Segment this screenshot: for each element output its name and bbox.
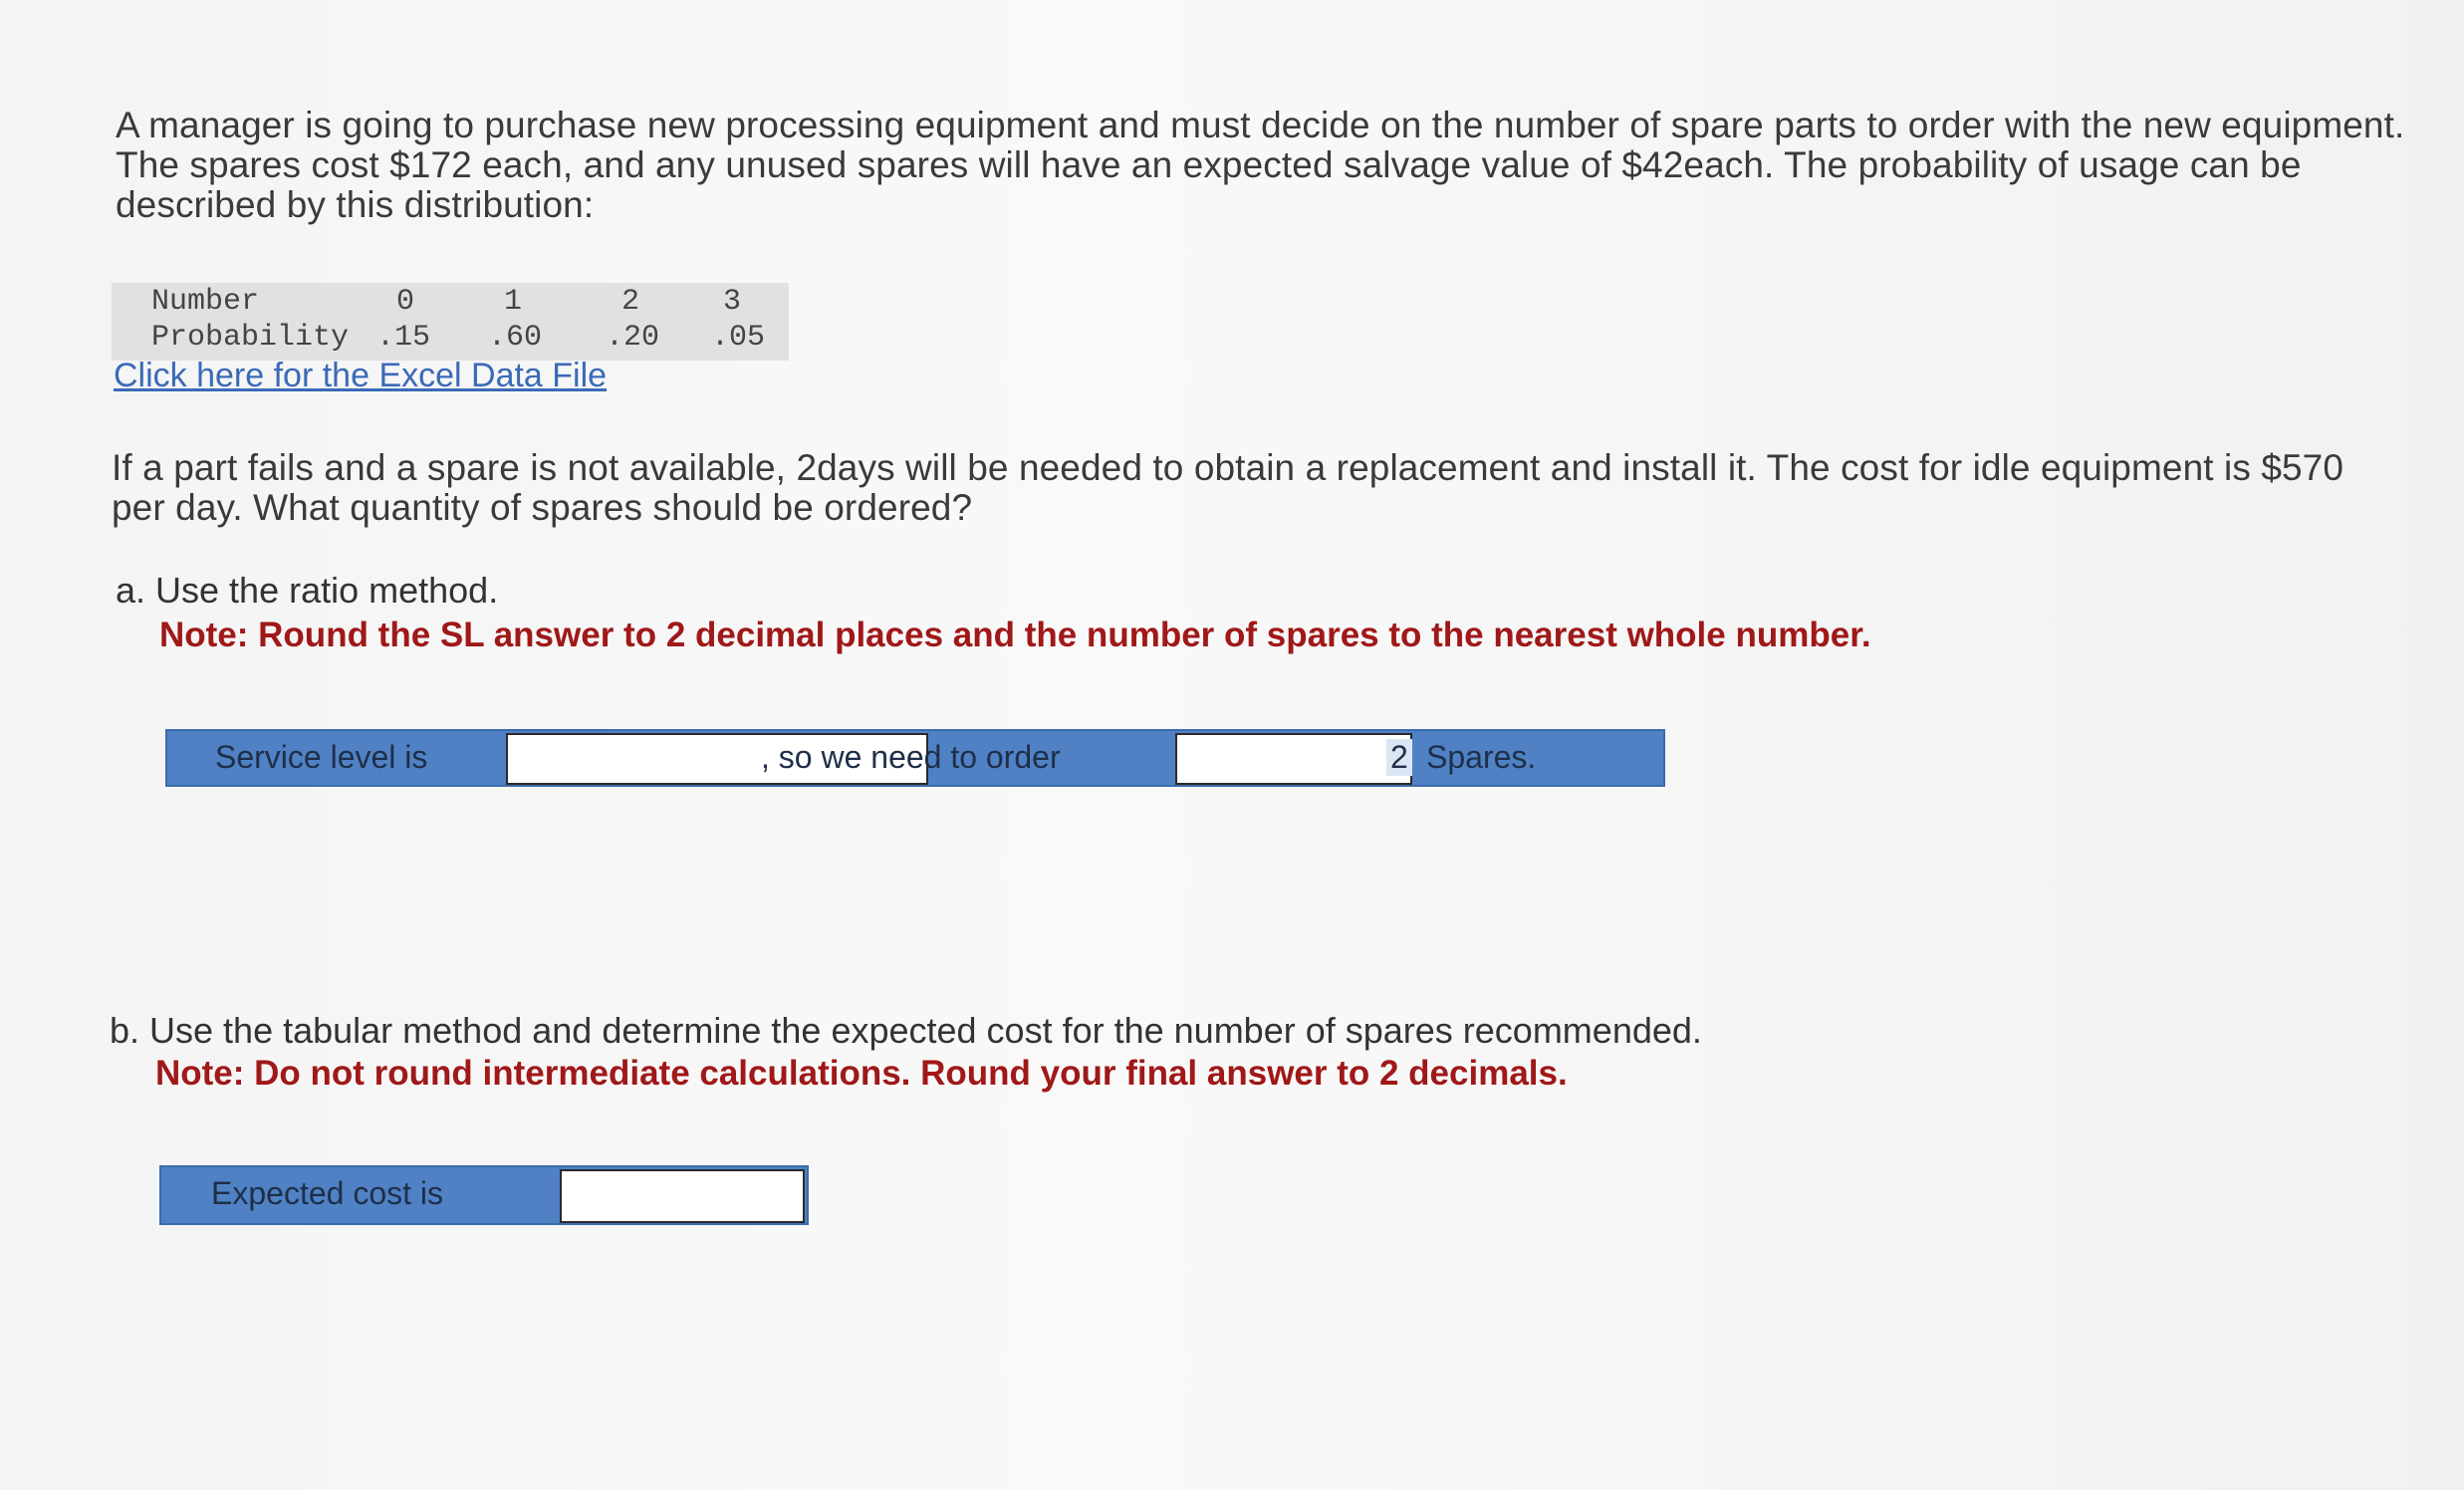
- spares-label: Spares.: [1426, 739, 1537, 775]
- distribution-table: [112, 283, 789, 361]
- order-label: , so we need to order: [761, 739, 1061, 775]
- probability-cell: .05: [711, 321, 766, 355]
- number-cell: 3: [723, 285, 742, 319]
- expected-cost-label: Expected cost is: [211, 1175, 443, 1211]
- probability-cell: .20: [606, 321, 660, 355]
- problem-scenario: If a part fails and a spare is not available, 2days will be needed to obtain a replacement and install it. The cost for idle equipment is $570 per day. What quantity of spares should be ordered?: [112, 447, 2344, 528]
- part-a-answer-row: [165, 729, 1665, 787]
- number-cell: 2: [621, 285, 640, 319]
- part-b-prompt: b. Use the tabular method and determine the expected cost for the number of spares recommended.: [110, 1010, 1702, 1051]
- part-a-note: Note: Round the SL answer to 2 decimal places and the number of spares to the nearest whole number.: [159, 616, 1871, 654]
- number-cell: 1: [504, 285, 523, 319]
- number-label: Number: [151, 285, 260, 319]
- excel-data-file-link[interactable]: Click here for the Excel Data File: [114, 357, 608, 394]
- service-level-label: Service level is: [215, 739, 428, 775]
- problem-intro: A manager is going to purchase new processing equipment and must decide on the number of spare parts to order with the new equipment. The spares cost $172 each, and any unused spares will have an expected salvage value of $42each. The probability of usage can be described by this distribution:: [116, 105, 2405, 225]
- expected-cost-input[interactable]: [560, 1169, 805, 1223]
- probability-cell: .60: [488, 321, 543, 355]
- probability-label: Probability: [151, 321, 350, 355]
- spares-order-input[interactable]: [1175, 733, 1412, 785]
- spares-number: 2: [1386, 739, 1412, 776]
- probability-cell: .15: [376, 321, 431, 355]
- number-cell: 0: [396, 285, 415, 319]
- part-b-answer-row: [159, 1165, 809, 1225]
- part-a-prompt: a. Use the ratio method.: [116, 570, 499, 611]
- part-b-note: Note: Do not round intermediate calculations. Round your final answer to 2 decimals.: [155, 1054, 1568, 1093]
